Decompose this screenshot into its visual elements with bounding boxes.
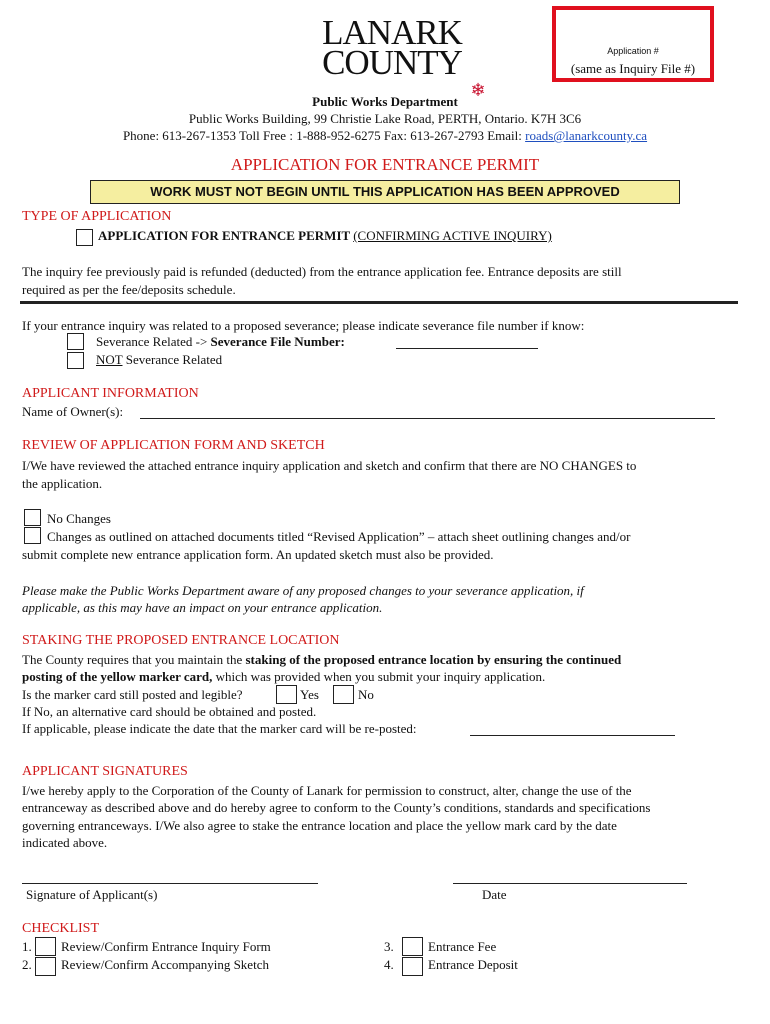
staking-line2-bold: posting of the yellow marker card,: [22, 669, 213, 684]
marker-yes-label: Yes: [300, 687, 319, 702]
signatures-heading: APPLICANT SIGNATURES: [22, 764, 188, 779]
severance-related-label: Severance Related ->: [96, 334, 211, 349]
entrance-permit-option-label: APPLICATION FOR ENTRANCE PERMIT: [98, 228, 354, 243]
signature-label: Signature of Applicant(s): [26, 887, 158, 902]
checklist-label-1: Review/Confirm Entrance Inquiry Form: [61, 939, 271, 954]
applicant-information-heading: APPLICANT INFORMATION: [22, 386, 199, 401]
not-severance-label: Severance Related: [122, 352, 223, 367]
signatures-line2: entranceway as described above and do hereby agree to conform to the County’s conditions, standards and specifications: [22, 800, 651, 815]
checklist-heading: CHECKLIST: [22, 921, 99, 936]
no-changes-checkbox[interactable]: [24, 509, 41, 526]
confirming-inquiry-label: (CONFIRMING ACTIVE INQUIRY): [353, 228, 552, 243]
checklist-label-4: Entrance Deposit: [428, 957, 518, 972]
staking-line2: [22, 669, 545, 685]
staking-line2-plain: which was provided when you submit your inquiry application.: [212, 669, 546, 684]
logo-text-lanark: LANARK: [322, 13, 462, 52]
severance-aware-line2: applicable, as this may have an impact on your entrance application.: [22, 600, 383, 615]
alternative-card-note: If No, an alternative card should be obtained and posted.: [22, 704, 317, 719]
signatures-line3: governing entranceways. I/We also agree to stake the entrance location and place the yellow mark card by the date: [22, 818, 617, 833]
page-title: APPLICATION FOR ENTRANCE PERMIT: [230, 155, 540, 174]
severance-aware-line1: Please make the Public Works Department aware of any proposed changes to your severance application, if: [22, 583, 584, 598]
signatures-line4: indicated above.: [22, 835, 108, 850]
owner-name-label: Name of Owner(s):: [22, 404, 124, 419]
owner-name-field[interactable]: [140, 418, 715, 419]
checklist-checkbox-1[interactable]: [35, 937, 56, 956]
marker-no-label: No: [358, 687, 374, 702]
severance-intro: If your entrance inquiry was related to a proposed severance; please indicate severance file number if know:: [22, 318, 585, 333]
severance-file-number-label: Severance File Number:: [210, 334, 345, 349]
logo-line-county: [312, 43, 472, 82]
date-field[interactable]: [453, 883, 687, 884]
checklist-num-1: 1.: [22, 939, 32, 954]
phone-fax-text: Phone: 613-267-1353 Toll Free : 1-888-952-6275 Fax: 613-267-2793 Email:: [122, 128, 526, 143]
severance-related-row: [96, 334, 345, 350]
checklist-checkbox-4[interactable]: [402, 957, 423, 976]
checklist-checkbox-3[interactable]: [402, 937, 423, 956]
logo-text-county: COUNTY: [322, 43, 462, 82]
staking-line1: [22, 652, 621, 668]
repost-date-field[interactable]: [470, 735, 675, 736]
type-of-application-heading: TYPE OF APPLICATION: [22, 209, 172, 224]
application-number-label: Application #: [607, 46, 659, 56]
no-changes-label: No Changes: [47, 511, 111, 526]
section-divider: [20, 301, 738, 304]
county-logo: [312, 13, 486, 100]
department-address: Public Works Building, 99 Christie Lake Road, PERTH, Ontario. K7H 3C6: [188, 111, 582, 126]
entrance-permit-option: [98, 228, 552, 244]
contact-line: [0, 128, 770, 144]
maple-leaf-icon: ❄: [470, 80, 486, 100]
marker-card-question: Is the marker card still posted and legible?: [22, 687, 243, 702]
checklist-num-3: 3.: [384, 939, 394, 954]
application-number-box[interactable]: [552, 6, 714, 82]
entrance-permit-checkbox[interactable]: [76, 229, 93, 246]
not-severance-checkbox[interactable]: [67, 352, 84, 369]
changes-checkbox[interactable]: [24, 527, 41, 544]
not-label: NOT: [96, 352, 123, 367]
repost-date-label: If applicable, please indicate the date that the marker card will be re-posted:: [22, 721, 417, 736]
application-number-sub: (same as Inquiry File #): [570, 61, 696, 76]
review-line1: I/We have reviewed the attached entrance inquiry application and sketch and confirm that there are NO CHANGES to: [22, 458, 637, 473]
signature-field[interactable]: [22, 883, 318, 884]
checklist-checkbox-2[interactable]: [35, 957, 56, 976]
staking-heading: STAKING THE PROPOSED ENTRANCE LOCATION: [22, 633, 340, 648]
fee-note-line1: The inquiry fee previously paid is refunded (deducted) from the entrance application fee. Entrance deposits are still: [22, 264, 622, 279]
review-line2: the application.: [22, 476, 103, 491]
marker-no-checkbox[interactable]: [333, 685, 354, 704]
signatures-line1: I/we hereby apply to the Corporation of the County of Lanark for permission to construct, alter, change the use of the: [22, 783, 632, 798]
warning-banner: WORK MUST NOT BEGIN UNTIL THIS APPLICATION HAS BEEN APPROVED: [90, 180, 680, 204]
checklist-label-3: Entrance Fee: [428, 939, 497, 954]
checklist-num-4: 4.: [384, 957, 394, 972]
checklist-num-2: 2.: [22, 957, 32, 972]
not-severance-row: [96, 352, 222, 368]
changes-line1: Changes as outlined on attached documents titled “Revised Application” – attach sheet outlining changes and/or: [47, 529, 631, 544]
email-link[interactable]: roads@lanarkcounty.ca: [525, 128, 648, 143]
severance-file-number-field[interactable]: [396, 348, 538, 349]
changes-line2: submit complete new entrance application form. An updated sketch must also be provided.: [22, 547, 494, 562]
severance-related-checkbox[interactable]: [67, 333, 84, 350]
department-name: Public Works Department: [312, 94, 458, 109]
staking-line1-bold: staking of the proposed entrance location by ensuring the continued: [245, 652, 622, 667]
marker-yes-checkbox[interactable]: [276, 685, 297, 704]
staking-line1-plain: The County requires that you maintain the: [22, 652, 246, 667]
date-label: Date: [482, 887, 507, 902]
review-heading: REVIEW OF APPLICATION FORM AND SKETCH: [22, 438, 325, 453]
fee-note-line2: required as per the fee/deposits schedule.: [22, 282, 236, 297]
checklist-label-2: Review/Confirm Accompanying Sketch: [61, 957, 269, 972]
